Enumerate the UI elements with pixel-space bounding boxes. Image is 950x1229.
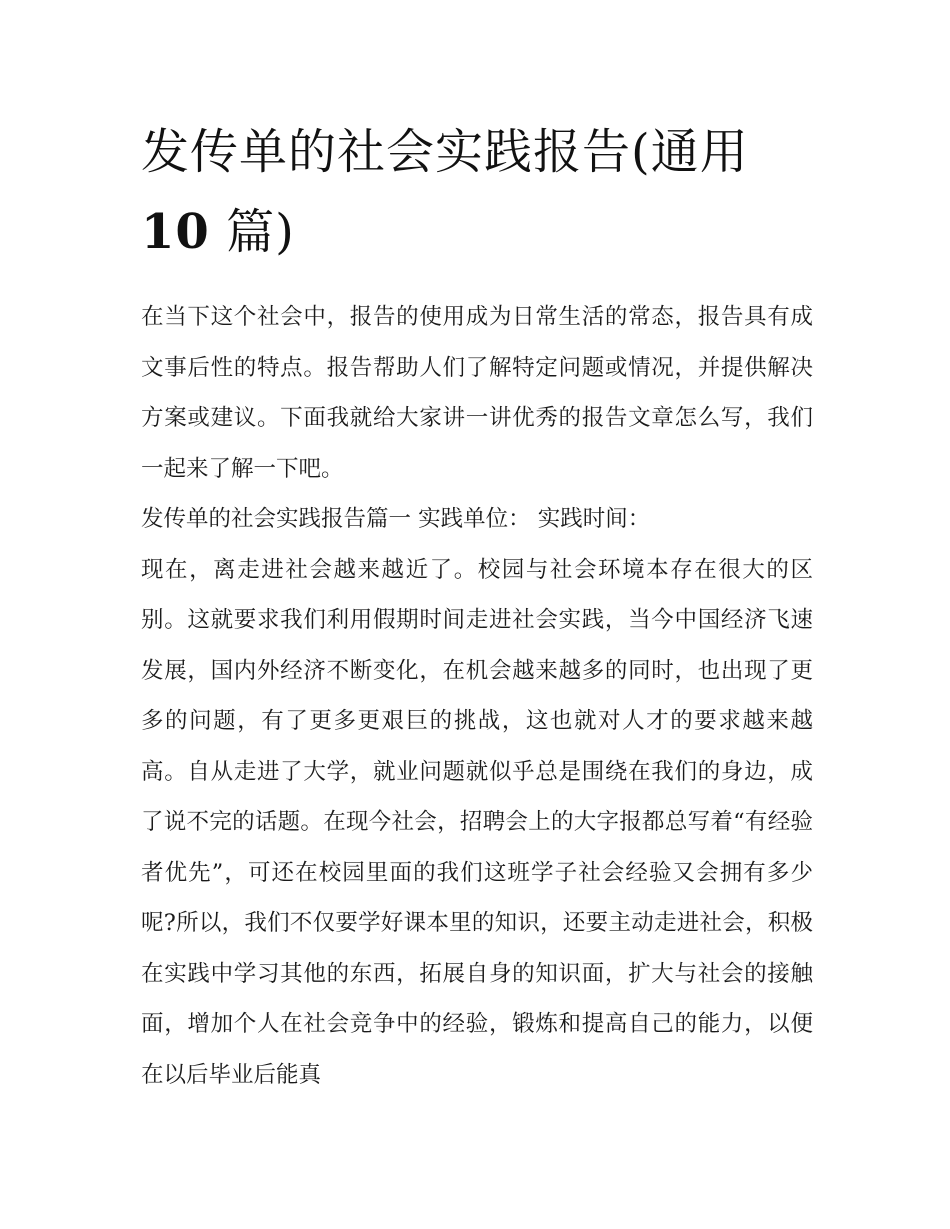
title-line-2: 篇)	[226, 204, 295, 260]
title-line-1: 发传单的社会实践报告(通用	[141, 124, 749, 180]
title-number: 10	[141, 204, 210, 260]
section-heading-line: 发传单的社会实践报告篇一 实践单位： 实践时间：	[141, 506, 651, 532]
document-title	[141, 112, 813, 272]
document-page	[141, 112, 813, 1100]
intro-paragraph: 在当下这个社会中，报告的使用成为日常生活的常态，报告具有成文事后性的特点。报告帮助人们了解特定问题或情况，并提供解决方案或建议。下面我就给大家讲一讲优秀的报告文章怎么写，我们一起来了解一下吧。	[141, 304, 813, 482]
body-paragraph: 现在，离走进社会越来越近了。校园与社会环境本存在很大的区别。这就要求我们利用假期时间走进社会实践，当今中国经济飞速发展，国内外经济不断变化，在机会越来越多的同时，也出现了更多的问题，有了更多更艰巨的挑战，这也就对人才的要求越来越高。自从走进了大学，就业问题就似乎总是围绕在我们的身边，成了说不完的话题。在现今社会，招聘会上的大字报都总写着“有经验者优先”，可还在校园里面的我们这班学子社会经验又会拥有多少呢?所以，我们不仅要学好课本里的知识，还要主动走进社会，积极在实践中学习其他的东西，拓展自身的知识面，扩大与社会的接触面，增加个人在社会竞争中的经验，锻炼和提高自己的能力，以便在以后毕业后能真	[141, 556, 813, 1088]
